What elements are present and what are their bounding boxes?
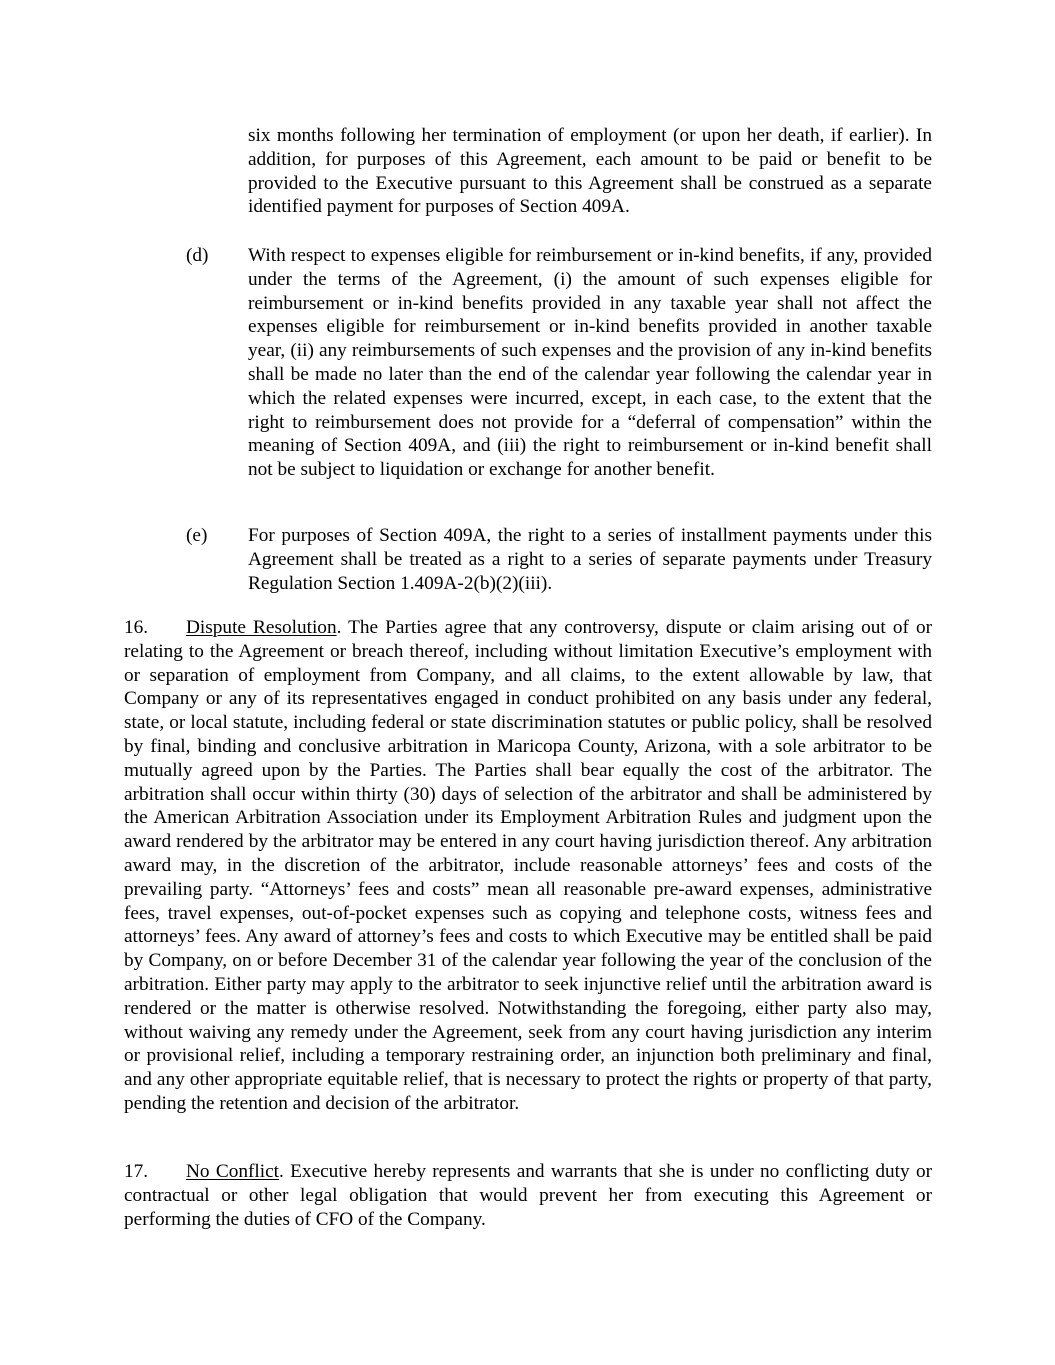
section-16-paragraph: [124, 616, 932, 1116]
section-number: 16.: [124, 617, 149, 638]
section-heading: Dispute Resolution: [186, 617, 337, 638]
subsection-text: With respect to expenses eligible for reimbursement or in-kind benefits, if any, provided under the terms of the Agreement, (i) the amount of such expenses eligible for reimbursement or in-kind benefits provided in any taxable year shall not affect the expenses eligible for reimbursement or in-kind benefits provided in another taxable year, (ii) any reimbursements of such expenses and the provision of any in-kind benefits shall be made no later than the end of the calendar year following the calendar year in which the related expenses were incurred, except, in each case, to the extent that the right to reimbursement does not provide for a “deferral of compensation” within the meaning of Section 409A, and (iii) the right to reimbursement or in-kind benefit shall not be subject to liquidation or exchange for another benefit.: [248, 245, 932, 481]
section-number: 17.: [124, 1161, 149, 1182]
section-heading: No Conflict: [186, 1161, 280, 1182]
section-text: . The Parties agree that any controversy, dispute or claim arising out of or relating to the Agreement or breach thereof, including without limitation Executive’s employment with or separation of employment from Company, and all claims, to the extent allowable by law, that Company or any of its representatives engaged in conduct prohibited on any basis under any federal, state, or local statute, including federal or state discrimination statutes or public policy, shall be resolved by final, binding and conclusive arbitration in Maricopa County, Arizona, with a sole arbitrator to be mutually agreed upon by the Parties. The Parties shall bear equally the cost of the arbitrator. The arbitration shall occur within thirty (30) days of selection of the arbitrator and shall be administered by the American Arbitration Association under its Employment Arbitration Rules and judgment upon the award rendered by the arbitrator may be entered in any court having jurisdiction thereof. Any arbitration award may, in the discretion of the arbitrator, include reasonable attorneys’ fees and costs of the prevailing party. “Attorneys’ fees and costs” mean all reasonable pre-award expenses, administrative fees, travel expenses, out-of-pocket expenses such as copying and telephone costs, witness fees and attorneys’ fees. Any award of attorney’s fees and costs to which Executive may be entitled shall be paid by Company, on or before December 31 of the calendar year following the year of the conclusion of the arbitration. Either party may apply to the arbitrator to seek injunctive relief until the arbitration award is rendered or the matter is otherwise resolved. Notwithstanding the foregoing, either party also may, without waiving any remedy under the Agreement, seek from any court having jurisdiction any interim or provisional relief, including a temporary restraining order, an injunction both preliminary and final, and any other appropriate equitable relief, that is necessary to protect the rights or property of that party, pending the retention and decision of the arbitrator.: [124, 617, 932, 1114]
continuation-paragraph: six months following her termination of employment (or upon her death, if earlier). In addition, for purposes of this Agreement, each amount to be paid or benefit to be provided to the Executive pursuant to this Agreement shall be construed as a separate identified payment for purposes of Section 409A.: [248, 125, 932, 218]
subsection-e: [186, 524, 932, 595]
subsection-d: [186, 244, 932, 482]
subsection-text: For purposes of Section 409A, the right to a series of installment payments under this Agreement shall be treated as a right to a series of separate payments under Treasury Regulation Section 1.409A-2(b)(2)(iii).: [248, 525, 932, 594]
section-text: . Executive hereby represents and warrants that she is under no conflicting duty or contractual or other legal obligation that would prevent her from executing this Agreement or performing the duties of CFO of the Company.: [124, 1161, 933, 1230]
subsection-label: (e): [186, 525, 208, 546]
subsection-label: (d): [186, 245, 209, 266]
section-17-paragraph: [124, 1160, 932, 1231]
